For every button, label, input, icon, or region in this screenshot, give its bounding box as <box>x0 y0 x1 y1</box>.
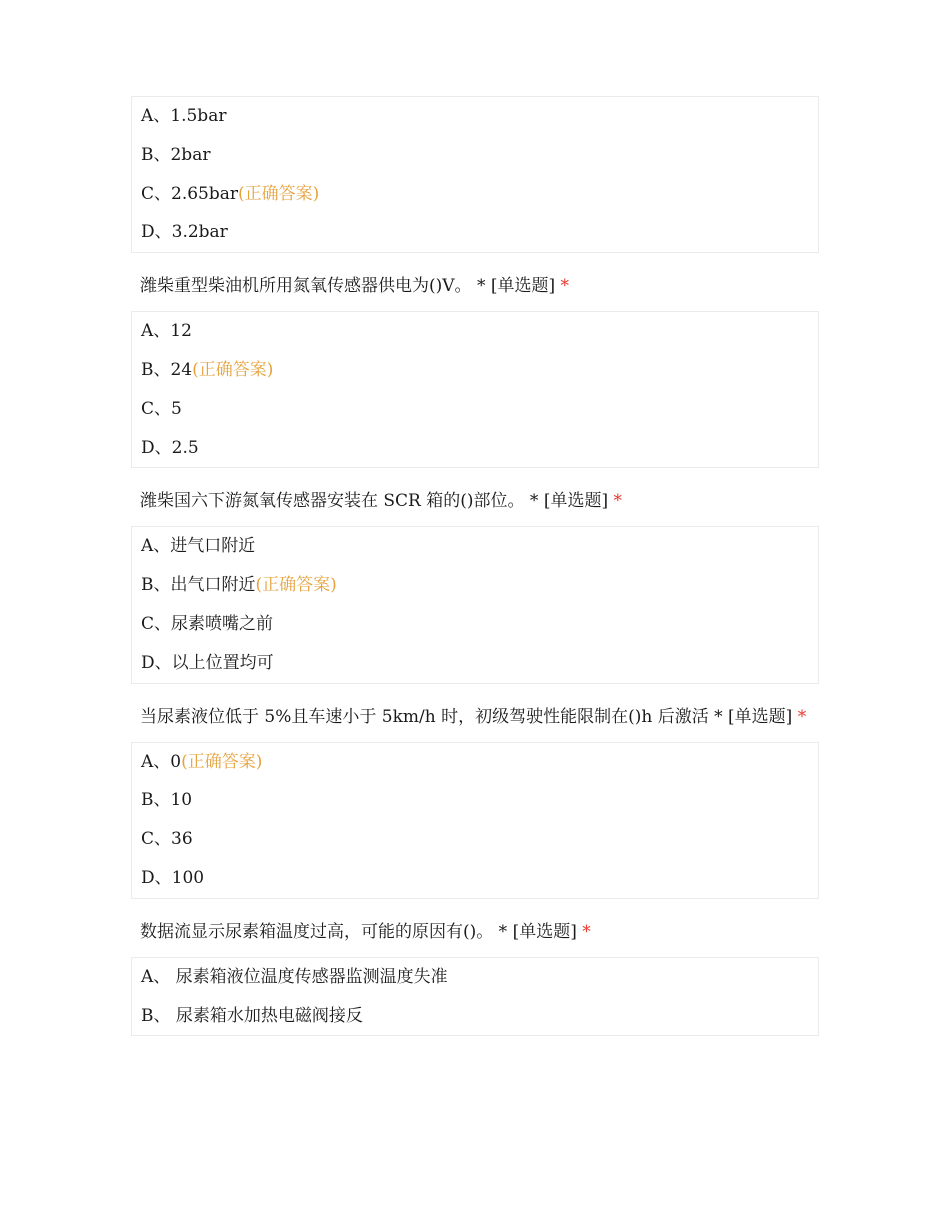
option <box>132 859 818 898</box>
option <box>132 997 818 1036</box>
option-text: D、以上位置均可 <box>141 652 274 673</box>
option <box>132 820 818 859</box>
option <box>132 644 818 683</box>
option <box>132 213 818 252</box>
option-text: A、0 <box>141 751 182 772</box>
document-page <box>131 96 819 1036</box>
option <box>132 97 818 136</box>
option <box>132 351 818 390</box>
option-text: A、12 <box>141 321 192 342</box>
correct-answer-mark: (正确答案) <box>192 359 274 380</box>
option-text: B、 尿素箱水加热电磁阀接反 <box>141 1005 363 1026</box>
option-text: A、1.5bar <box>141 106 227 126</box>
option-text: A、 尿素箱液位温度传感器监测温度失准 <box>141 966 448 987</box>
options-box <box>131 311 819 468</box>
option <box>132 312 818 351</box>
question-text: 潍柴重型柴油机所用氮氧传感器供电为()V。 * [单选题] <box>140 276 561 297</box>
correct-answer-mark: (正确答案) <box>181 751 263 772</box>
question-text: 当尿素液位低于 5%且车速小于 5km/h 时，初级驾驶性能限制在()h 后激活 * [单选题] <box>140 706 798 727</box>
option-text: D、100 <box>141 867 205 888</box>
options-box <box>131 742 819 899</box>
option-text: B、出气口附近 <box>141 575 256 596</box>
option <box>132 566 818 605</box>
option <box>132 175 818 214</box>
options-box <box>131 957 819 1037</box>
option-text: C、尿素喷嘴之前 <box>141 613 274 634</box>
option <box>132 136 818 175</box>
correct-answer-mark: (正确答案) <box>238 183 320 204</box>
question-text: 潍柴国六下游氮氧传感器安装在 SCR 箱的()部位。 * [单选题] <box>140 491 614 512</box>
required-mark: * <box>560 276 570 297</box>
question-title <box>131 914 819 951</box>
option <box>132 781 818 820</box>
option-text: C、36 <box>141 829 193 850</box>
required-mark: * <box>797 706 807 727</box>
option <box>132 743 818 782</box>
option <box>132 390 818 429</box>
option-text: B、2bar <box>141 144 211 165</box>
option-text: A、进气口附近 <box>141 536 256 557</box>
option-text: D、2.5 <box>141 437 199 458</box>
option-text: B、24 <box>141 359 193 380</box>
option <box>132 429 818 468</box>
option <box>132 605 818 644</box>
option-text: C、2.65bar <box>141 183 239 204</box>
option-text: D、3.2bar <box>141 222 228 243</box>
correct-answer-mark: (正确答案) <box>255 575 337 596</box>
option-text: B、10 <box>141 790 193 811</box>
question-title <box>131 268 819 305</box>
option <box>132 958 818 997</box>
options-box <box>131 526 819 683</box>
question-title <box>131 483 819 520</box>
required-mark: * <box>613 491 623 512</box>
question-text: 数据流显示尿素箱温度过高，可能的原因有()。 * [单选题] <box>140 921 583 942</box>
option <box>132 527 818 566</box>
options-box <box>131 96 819 253</box>
question-title <box>131 699 819 736</box>
required-mark: * <box>582 921 591 942</box>
option-text: C、5 <box>141 398 182 419</box>
